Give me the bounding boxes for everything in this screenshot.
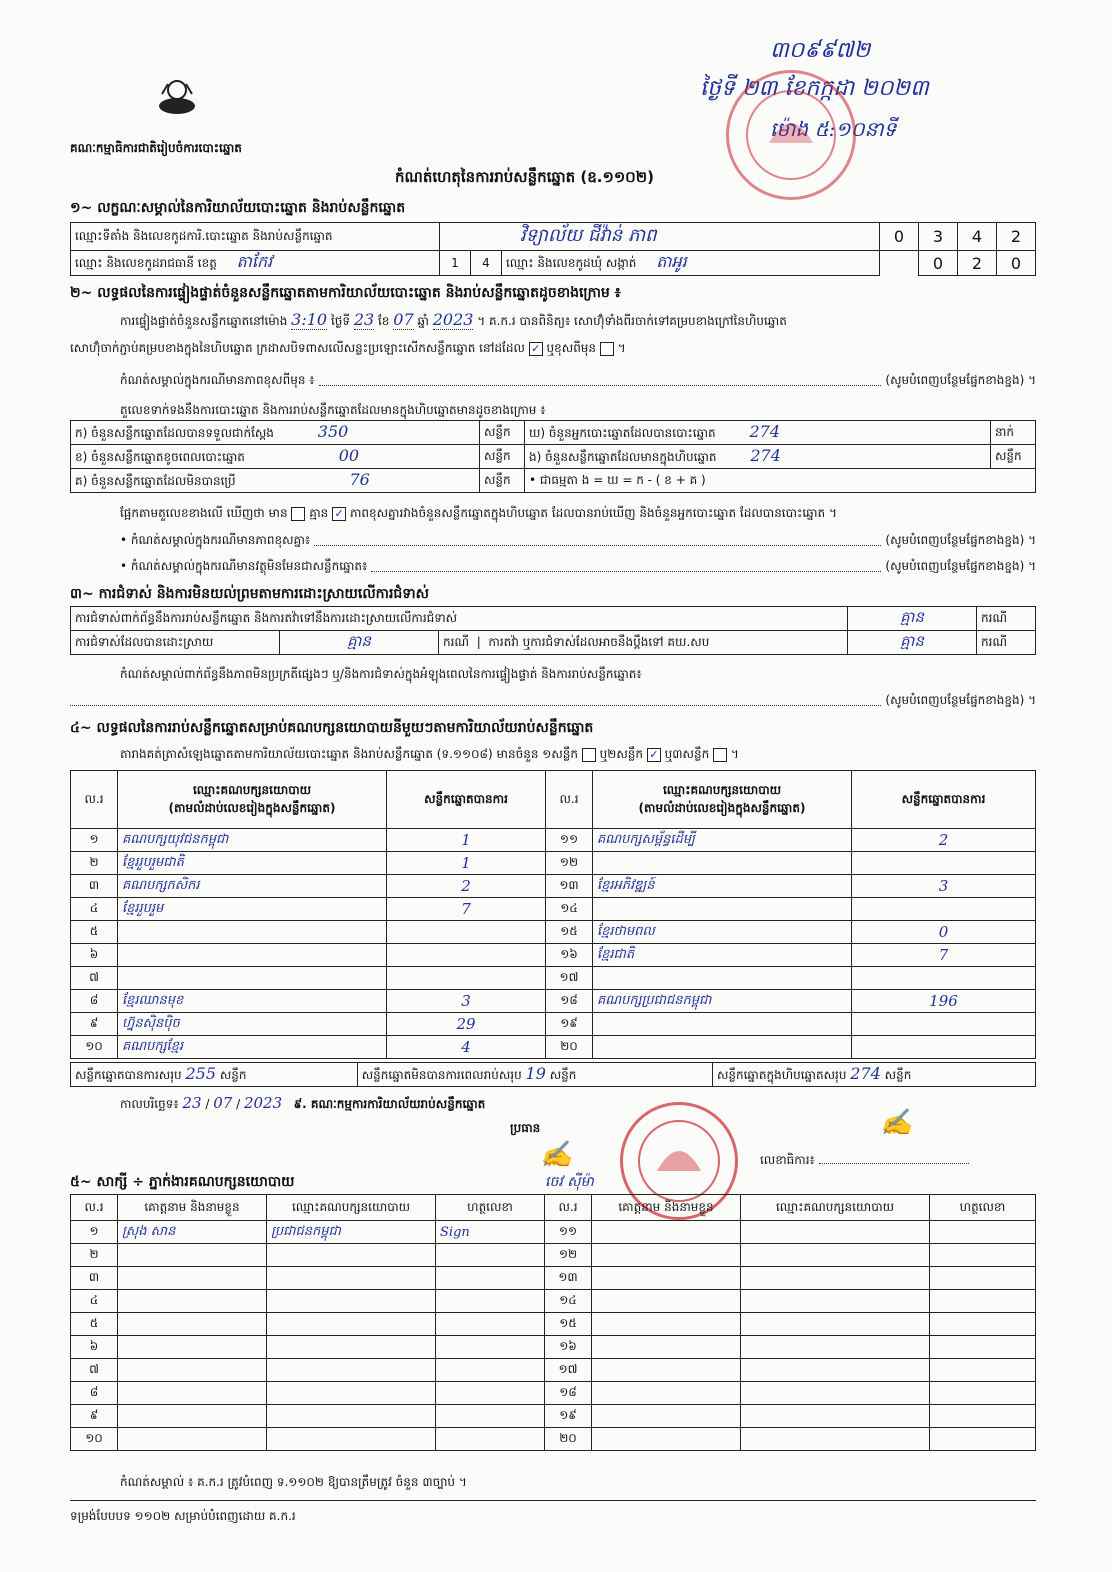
section2-heading: ២~ លទ្ធផលនៃការផ្ទៀងផ្ទាត់ចំនួនសន្លឹកឆ្នោតតាមការិយាល័យបោះឆ្នោត និងរាប់សន្លឹកឆ្នោតដូចខាងក្រោម ៖ — [70, 285, 621, 301]
col-votes-right: សន្លឹកឆ្នោតបានការ — [852, 771, 1036, 829]
result-votes-right — [852, 898, 1036, 921]
irregularity-note: កំណត់សម្គាល់ពាក់ព័ន្ធនឹងភាពមិនប្រក្រតីផ្សេងៗ ឬ/និងការជំទាស់ក្នុងអំឡុងពេលនៃការផ្ទៀងផ្ទាត់ និងការរាប់សន្លឹកឆ្នោត៖ — [120, 667, 642, 681]
witness-no-right: ១៤ — [545, 1290, 592, 1313]
official-stamp-top — [726, 70, 856, 200]
witness-sign-left — [436, 1244, 545, 1267]
province-label: ឈ្មោះ និងលេខកូដរាជធានី ខេត្ត តាកែវ — [71, 251, 440, 276]
witness-no-right: ២០ — [545, 1428, 592, 1451]
witness-name-right — [592, 1267, 741, 1290]
witness-name-right — [592, 1244, 741, 1267]
location-code-2: 4 — [958, 223, 997, 251]
witness-sign-left — [436, 1267, 545, 1290]
witness-party-left — [267, 1428, 436, 1451]
result-votes-right: 196 — [852, 990, 1036, 1013]
col-no-right: ល.រ — [546, 771, 593, 829]
result-no-left: ២ — [71, 852, 118, 875]
result-party-right — [593, 1036, 852, 1059]
w-col-party-right: ឈ្មោះគណបក្សនយោបាយ — [741, 1195, 930, 1221]
witness-no-left: ៨ — [71, 1382, 118, 1405]
count-k-unit: សន្លឹក — [480, 421, 525, 445]
witness-party-right — [741, 1428, 930, 1451]
result-votes-left: 1 — [387, 829, 546, 852]
chair-signature: ✍ — [540, 1140, 573, 1170]
result-no-left: ៧ — [71, 967, 118, 990]
results-row — [71, 1013, 1036, 1036]
result-party-right: ខ្មែរអភិវឌ្ឍន៍ — [593, 875, 852, 898]
changed-checkbox[interactable] — [600, 342, 614, 356]
result-party-left — [118, 944, 387, 967]
unchanged-checkbox[interactable]: ✓ — [529, 342, 543, 356]
counts-intro: តួលេខទាក់ទងនឹងការបោះឆ្នោត និងការរាប់សន្លឹកឆ្នោតដែលមានក្នុងហិបឆ្នោតមានដូចខាងក្រោម ៖ — [120, 403, 546, 417]
witness-row — [71, 1267, 1036, 1290]
witness-party-right — [741, 1290, 930, 1313]
witness-sign-right — [930, 1313, 1036, 1336]
footer-note: កំណត់សម្គាល់ ៖ គ.ក.រ ត្រូវបំពេញ ទ.១១០២ ឱ្យបានត្រឹមត្រូវ ចំនួន ៣ច្បាប់ ។ — [120, 1475, 467, 1489]
location-value: វិទ្យាល័យ ជីវ៉ាន់ ភាព — [440, 223, 880, 251]
witness-name-right — [592, 1428, 741, 1451]
witness-sign-left — [436, 1359, 545, 1382]
col-party-left: ឈ្មោះគណបក្សនយោបាយ (តាមលំដាប់លេខរៀងក្នុងសន្លឹកឆ្នោត) — [118, 771, 387, 829]
location-code-3: 2 — [997, 223, 1036, 251]
compare-line: ផ្អែកតាមតួលេខខាងលើ ឃើញថា មាន គ្មាន ✓ ភាពខុសគ្នារវាងចំនួនសន្លឹកឆ្នោតក្នុងហិបឆ្នោត ដែលបានរាប់ឃើញ និងចំនួនអ្នកបោះឆ្នោត ដែលបានបោះឆ្នោត ។ — [120, 506, 837, 520]
result-votes-left: 29 — [387, 1013, 546, 1036]
seal-line: សោហ៊ុំចាក់ភ្ជាប់គម្របខាងក្នុងនៃហិបឆ្នោត ក្រដាសបិទពាសលើសន្លះប្រឡោះសើកសន្លឹកឆ្នោត នៅដដែល ✓ ឬខុសពីមុន ។ — [70, 341, 626, 355]
total-box: សន្លឹកឆ្នោតក្នុងហិបឆ្នោតសរុប 274 សន្លឹក — [712, 1063, 1035, 1087]
result-party-right — [593, 898, 852, 921]
results-row — [71, 875, 1036, 898]
result-party-left: គណបក្សកសិករ — [118, 875, 387, 898]
result-party-right — [593, 1013, 852, 1036]
section1-table — [70, 222, 1036, 276]
result-party-right: គណបក្សសម្ព័ន្ធដើម្បី — [593, 829, 852, 852]
result-party-right: ខ្មែរថាមពល — [593, 921, 852, 944]
witness-sign-left — [436, 1290, 545, 1313]
org-name: គណៈកម្មាធិការជាតិរៀបចំការបោះឆ្នោត — [70, 141, 242, 155]
w-col-sign-left: ហត្ថលេខា — [436, 1195, 545, 1221]
witness-name-left — [118, 1428, 267, 1451]
witness-name-left — [118, 1244, 267, 1267]
witness-party-left — [267, 1359, 436, 1382]
footer-rule — [70, 1500, 1036, 1501]
witness-row — [71, 1428, 1036, 1451]
witness-no-left: ១០ — [71, 1428, 118, 1451]
result-party-left: គណបក្សខ្មែរ — [118, 1036, 387, 1059]
witness-no-right: ១៣ — [545, 1267, 592, 1290]
witness-name-left — [118, 1405, 267, 1428]
results-row — [71, 898, 1036, 921]
commune-value: តាអូរ — [656, 252, 687, 271]
witness-no-left: ៦ — [71, 1336, 118, 1359]
result-no-left: ៥ — [71, 921, 118, 944]
witness-name-left — [118, 1336, 267, 1359]
bullet2-line: • កំណត់សម្គាល់ក្នុងករណីមានវត្ថុមិនមែនជាសន្លឹកឆ្នោត៖ (សូមបំពេញបន្ថែមផ្នែកខាងខ្នង) ។ — [120, 559, 1036, 573]
witness-party-left — [267, 1382, 436, 1405]
result-no-right: ១៧ — [546, 967, 593, 990]
count-kh-unit: សន្លឹក — [480, 445, 525, 469]
result-party-left: ខ្មែររួបរួម — [118, 898, 387, 921]
verify-time: 3:10 — [291, 310, 328, 329]
section3-heading: ៣~ ការជំទាស់ និងការមិនយល់ព្រមតាមការដោះស្រាយលើការជំទាស់ — [70, 586, 429, 602]
witness-row — [71, 1405, 1036, 1428]
witness-sign-left: Sign — [436, 1221, 545, 1244]
result-votes-right — [852, 967, 1036, 990]
witness-sign-right — [930, 1267, 1036, 1290]
time-handwritten: ម៉ោង ៥:១០នាទី — [770, 117, 897, 141]
result-no-right: ១២ — [546, 852, 593, 875]
witness-sign-right — [930, 1221, 1036, 1244]
witness-name-right — [592, 1290, 741, 1313]
witness-name-left — [118, 1359, 267, 1382]
count-k: ក) ចំនួនសន្លឹកឆ្នោតដែលបានទទួលជាក់ស្តែង 350 — [71, 421, 480, 445]
location-code-0: 0 — [880, 223, 919, 251]
verification-line: ការផ្ទៀងផ្ទាត់ចំនួនសន្លឹកឆ្នោតនៅម៉ោង 3:10 ថ្ងៃទី 23 ខែ 07 ឆ្នាំ 2023 ។ គ.ក.រ បានពិនិត្យ៖ សោហ៊ុំទាំងពីរចាក់ទៅគម្របខាងក្រៅនៃហិបឆ្នោត — [120, 310, 787, 329]
result-party-right: គណបក្សប្រជាជនកម្ពុជា — [593, 990, 852, 1013]
witness-party-left: ប្រជាជនកម្ពុជា — [267, 1221, 436, 1244]
result-no-left: ៣ — [71, 875, 118, 898]
witness-no-right: ១២ — [545, 1244, 592, 1267]
witness-row — [71, 1382, 1036, 1405]
resolved-label: ការជំទាស់ដែលបានដោះស្រាយ — [71, 631, 280, 655]
witness-sign-left — [436, 1382, 545, 1405]
ref-handwritten: ៣០៩៩៧២ — [770, 38, 871, 63]
result-votes-right: 2 — [852, 829, 1036, 852]
witness-name-right — [592, 1221, 741, 1244]
result-votes-left — [387, 944, 546, 967]
witness-sign-right — [930, 1382, 1036, 1405]
witness-name-left — [118, 1382, 267, 1405]
no-diff-checkbox[interactable]: ✓ — [332, 507, 346, 521]
witness-name-right — [592, 1313, 741, 1336]
witness-row — [71, 1336, 1036, 1359]
w-col-no-left: ល.រ — [71, 1195, 118, 1221]
witness-party-left — [267, 1290, 436, 1313]
result-votes-left: 1 — [387, 852, 546, 875]
count-ng: ង) ចំនួនសន្លឹកឆ្នោតដែលមានក្នុងហិបឆ្នោត 274 — [525, 445, 991, 469]
witness-party-left — [267, 1336, 436, 1359]
date-handwritten: ថ្ងៃទី ២៣ ខែកក្កដា ២០២៣ — [700, 76, 929, 101]
witness-no-right: ១១ — [545, 1221, 592, 1244]
witness-row — [71, 1359, 1036, 1382]
witness-no-right: ១៧ — [545, 1359, 592, 1382]
witness-name-right — [592, 1336, 741, 1359]
result-votes-right — [852, 1013, 1036, 1036]
witness-sign-right — [930, 1405, 1036, 1428]
result-party-right — [593, 967, 852, 990]
result-no-left: ១០ — [71, 1036, 118, 1059]
witness-sign-right — [930, 1290, 1036, 1313]
province-value: តាកែវ — [236, 252, 273, 271]
count-ko: គ) ចំនួនសន្លឹកឆ្នោតដែលមិនបានប្រើ 76 — [71, 469, 480, 493]
objection-unit: ករណី — [977, 607, 1036, 631]
witness-table — [70, 1194, 1036, 1451]
witness-no-right: ១៥ — [545, 1313, 592, 1336]
result-no-left: ១ — [71, 829, 118, 852]
witness-name-left — [118, 1313, 267, 1336]
witness-row — [71, 1221, 1036, 1244]
result-no-left: ៩ — [71, 1013, 118, 1036]
total-valid: សន្លឹកឆ្នោតបានការសរុប 255 សន្លឹក — [71, 1063, 358, 1087]
witness-party-right — [741, 1267, 930, 1290]
witness-no-left: ៩ — [71, 1405, 118, 1428]
witness-sign-left — [436, 1428, 545, 1451]
result-votes-right: 7 — [852, 944, 1036, 967]
result-no-left: ៨ — [71, 990, 118, 1013]
count-ko-unit: សន្លឹក — [480, 469, 525, 493]
witness-name-left — [118, 1267, 267, 1290]
w-col-sign-right: ហត្ថលេខា — [930, 1195, 1036, 1221]
totals-table — [70, 1062, 1036, 1087]
result-votes-right: 3 — [852, 875, 1036, 898]
result-votes-left: 3 — [387, 990, 546, 1013]
total-invalid: សន្លឹកឆ្នោតមិនបានការពេលរាប់សរុប 19 សន្លឹក — [357, 1063, 712, 1087]
results-row — [71, 921, 1036, 944]
w-col-name-right: គោត្តនាម និងនាមខ្លួន — [592, 1195, 741, 1221]
result-no-right: ១៤ — [546, 898, 593, 921]
verify-day: 23 — [353, 310, 375, 329]
result-party-left: ខ្មែរឈានមុខ — [118, 990, 387, 1013]
witness-no-right: ១៨ — [545, 1382, 592, 1405]
result-party-right — [593, 852, 852, 875]
witness-no-left: ៣ — [71, 1267, 118, 1290]
witness-sign-right — [930, 1244, 1036, 1267]
witness-name-right — [592, 1382, 741, 1405]
section5-heading: ៥~ សាក្សី ÷ ភ្នាក់ងារគណបក្សនយោបាយ — [70, 1174, 295, 1190]
secretary-label: លេខាធិការ៖ — [760, 1152, 969, 1170]
section1-heading: ១~ លក្ខណៈសម្គាល់នៃការិយាល័យបោះឆ្នោត និងរាប់សន្លឹកឆ្នោត — [70, 200, 406, 216]
location-code-1: 3 — [919, 223, 958, 251]
section4-heading: ៤~ លទ្ធផលនៃការរាប់សន្លឹកឆ្នោតសម្រាប់គណបក្សនយោបាយនីមួយៗតាមការិយាល័យរាប់សន្លឹកឆ្នោត — [70, 720, 594, 736]
result-party-left — [118, 921, 387, 944]
col-votes-left: សន្លឹកឆ្នោតបានការ — [387, 771, 546, 829]
witness-row — [71, 1290, 1036, 1313]
witness-no-left: ៤ — [71, 1290, 118, 1313]
witness-sign-right — [930, 1359, 1036, 1382]
spacer — [880, 251, 919, 276]
result-no-right: ១៩ — [546, 1013, 593, 1036]
results-row — [71, 967, 1036, 990]
result-votes-left: 4 — [387, 1036, 546, 1059]
results-body — [71, 829, 1036, 1059]
province-code-1: 4 — [471, 251, 502, 276]
formula: • ជាធម្មតា ង = ឃ = ក - ( ខ + គ ) — [525, 469, 1036, 493]
resolved-unit-and-appeal: ករណី | ការតវ៉ា ឬការជំទាស់ដែលអាចនឹងប្តឹងទៅ គឃ.សប — [439, 631, 848, 655]
form-title: កំណត់ហេតុនៃការរាប់សន្លឹកឆ្នោត (ឧ.១១០២) — [395, 168, 655, 186]
location-label: ឈ្មោះទីតាំង និងលេខកូដការិ.បោះឆ្នោត និងរាប់សន្លឹកឆ្នោត — [71, 223, 440, 251]
result-votes-right — [852, 1036, 1036, 1059]
results-table — [70, 770, 1036, 1059]
objection-label: ការជំទាស់ពាក់ព័ន្ធនឹងការរាប់សន្លឹកឆ្នោត និងការតវ៉ាទៅនឹងការដោះស្រាយលើការជំទាស់ — [71, 607, 848, 631]
witness-name-left — [118, 1290, 267, 1313]
witness-sign-left — [436, 1336, 545, 1359]
result-no-right: ១៨ — [546, 990, 593, 1013]
result-votes-left: 7 — [387, 898, 546, 921]
witness-no-left: ១ — [71, 1221, 118, 1244]
witness-name-left: ស្រុង សាន — [118, 1221, 267, 1244]
has-diff-checkbox[interactable] — [291, 507, 305, 521]
verify-year: 2023 — [432, 310, 474, 329]
witness-no-left: ២ — [71, 1244, 118, 1267]
witness-party-left — [267, 1244, 436, 1267]
count-y: ឃ) ចំនួនអ្នកបោះឆ្នោតដែលបានបោះឆ្នោត 274 — [525, 421, 991, 445]
verify-month: 07 — [393, 310, 414, 329]
result-party-right: ខ្មែរជាតិ — [593, 944, 852, 967]
count-kh: ខ) ចំនួនសន្លឹកឆ្នោតខូចពេលបោះឆ្នោត 00 — [71, 445, 480, 469]
witness-party-right — [741, 1405, 930, 1428]
results-row — [71, 944, 1036, 967]
objection-table — [70, 606, 1036, 655]
w-col-name-left: គោត្តនាម និងនាមខ្លួន — [118, 1195, 267, 1221]
emblem — [150, 72, 204, 124]
witness-party-left — [267, 1313, 436, 1336]
results-row — [71, 1036, 1036, 1059]
province-code-0: 1 — [440, 251, 471, 276]
witness-party-right — [741, 1221, 930, 1244]
witness-sign-left — [436, 1313, 545, 1336]
witness-party-right — [741, 1244, 930, 1267]
witness-no-left: ៥ — [71, 1313, 118, 1336]
result-no-right: ២០ — [546, 1036, 593, 1059]
commune-code-1: 2 — [958, 251, 997, 276]
witness-no-right: ១៦ — [545, 1336, 592, 1359]
witness-sign-left — [436, 1405, 545, 1428]
result-no-left: ៤ — [71, 898, 118, 921]
chair-name: ចេវ ស៊ីម៉ា — [545, 1174, 594, 1190]
w-col-party-left: ឈ្មោះគណបក្សនយោបាយ — [267, 1195, 436, 1221]
witness-body — [71, 1221, 1036, 1451]
form-note: ទម្រង់បែបបទ ១១០២ សម្រាប់បំពេញដោយ គ.ក.រ — [70, 1509, 296, 1523]
objection-value: គ្មាន — [848, 607, 977, 631]
count-ng-unit: សន្លឹក — [991, 445, 1036, 469]
result-no-right: ១៥ — [546, 921, 593, 944]
counts-table — [70, 420, 1036, 493]
result-no-right: ១៣ — [546, 875, 593, 898]
irregularity-line: (សូមបំពេញបន្ថែមផ្នែកខាងខ្នង) ។ — [70, 692, 1036, 710]
diff-note-line: កំណត់សម្គាល់ក្នុងករណីមានភាពខុសពីមុន ៖ (សូមបំពេញបន្ថែមផ្នែកខាងខ្នង) ។ — [120, 373, 1036, 387]
results-row — [71, 829, 1036, 852]
result-party-left — [118, 967, 387, 990]
witness-sign-right — [930, 1336, 1036, 1359]
secretary-signature: ✍ — [880, 1108, 913, 1138]
col-party-right: ឈ្មោះគណបក្សនយោបាយ (តាមលំដាប់លេខរៀងក្នុងសន្លឹកឆ្នោត) — [593, 771, 852, 829]
commune-label: ឈ្មោះ និងលេខកូដឃុំ សង្កាត់ តាអូរ — [502, 251, 880, 276]
appeal-value: គ្មាន — [848, 631, 977, 655]
two-sheet-checkbox[interactable]: ✓ — [647, 748, 661, 762]
three-sheet-checkbox[interactable] — [713, 748, 727, 762]
witness-party-right — [741, 1313, 930, 1336]
result-no-left: ៦ — [71, 944, 118, 967]
witness-name-right — [592, 1359, 741, 1382]
witness-row — [71, 1313, 1036, 1336]
witness-party-right — [741, 1336, 930, 1359]
col-no-left: ល.រ — [71, 771, 118, 829]
witness-no-left: ៧ — [71, 1359, 118, 1382]
sheets-line: តារាងគត់ត្រាសំឡេងឆ្នោតតាមការិយាល័យបោះឆ្នោត និងរាប់សន្លឹកឆ្នោត (ទ.១១០៨) មានចំនួន ១សន្លឹក ឬ២សន្លឹក ✓ ឬ៣សន្លឹក ។ — [120, 747, 739, 761]
result-votes-left — [387, 921, 546, 944]
count-y-unit: នាក់ — [991, 421, 1036, 445]
appeal-unit: ករណី — [977, 631, 1036, 655]
witness-row — [71, 1244, 1036, 1267]
result-no-right: ១៦ — [546, 944, 593, 967]
bullet1-line: • កំណត់សម្គាល់ក្នុងករណីមានភាពខុសគ្នា៖ (សូមបំពេញបន្ថែមផ្នែកខាងខ្នង) ។ — [120, 533, 1036, 547]
date-line: កាលបរិច្ឆេទ៖ 23 / 07 / 2023 ៩. គណៈកម្មការការិយាល័យរាប់សន្លឹកឆ្នោត — [120, 1094, 486, 1112]
witness-party-right — [741, 1382, 930, 1405]
witness-party-right — [741, 1359, 930, 1382]
witness-no-right: ១៩ — [545, 1405, 592, 1428]
result-votes-right — [852, 852, 1036, 875]
result-votes-left — [387, 967, 546, 990]
results-row — [71, 852, 1036, 875]
witness-name-right — [592, 1405, 741, 1428]
result-party-left: ខ្មែររួបរួមជាតិ — [118, 852, 387, 875]
one-sheet-checkbox[interactable] — [582, 748, 596, 762]
result-party-left: ហ្វ៊ុនស៊ិនប៉ិច — [118, 1013, 387, 1036]
witness-sign-right — [930, 1428, 1036, 1451]
commune-code-0: 0 — [919, 251, 958, 276]
witness-party-left — [267, 1267, 436, 1290]
w-col-no-right: ល.រ — [545, 1195, 592, 1221]
result-party-left: គណបក្សយុវជនកម្ពុជា — [118, 829, 387, 852]
result-votes-right: 0 — [852, 921, 1036, 944]
witness-party-left — [267, 1405, 436, 1428]
resolved-value: គ្មាន — [280, 631, 439, 655]
result-votes-left: 2 — [387, 875, 546, 898]
results-row — [71, 990, 1036, 1013]
result-no-right: ១១ — [546, 829, 593, 852]
commune-code-2: 0 — [997, 251, 1036, 276]
chair-label: ប្រធាន — [510, 1121, 541, 1135]
